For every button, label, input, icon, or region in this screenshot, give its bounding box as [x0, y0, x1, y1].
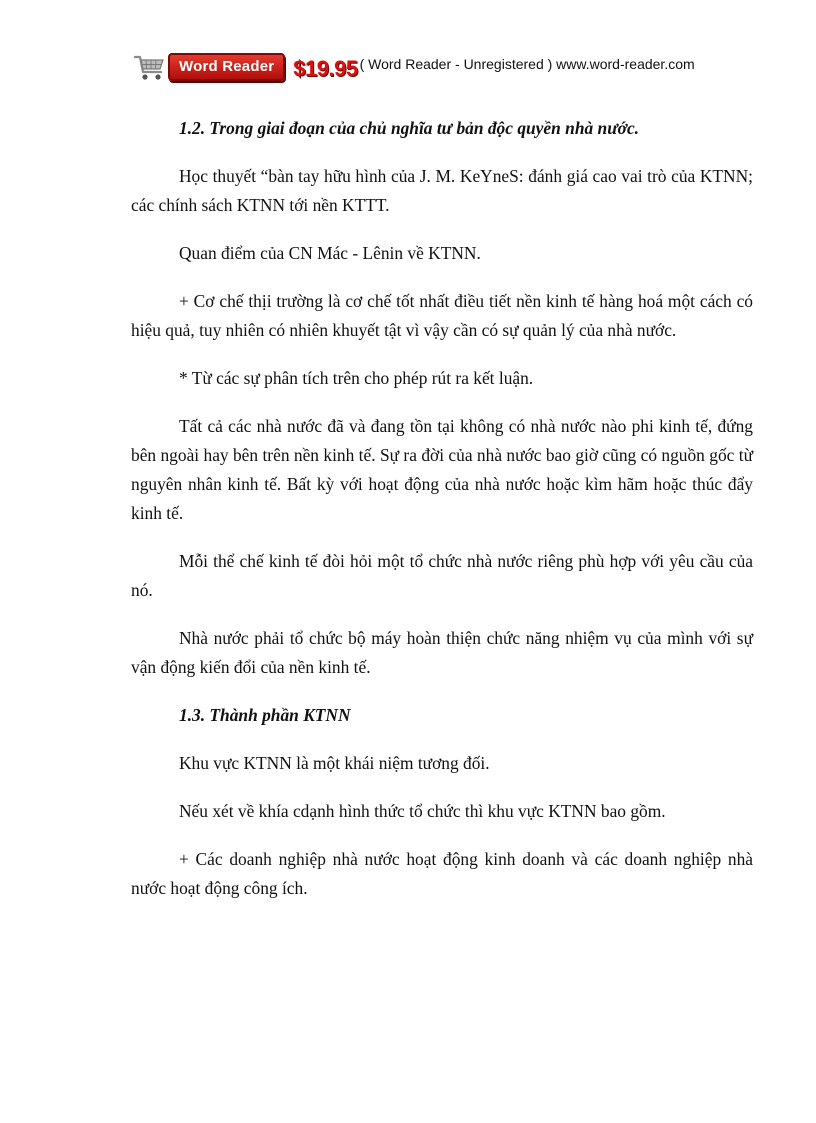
- paragraph: Nhà nước phải tổ chức bộ máy hoàn thiện chức năng nhiệm vụ của mình với sự vận động kiến đổi của nền kinh tế.: [131, 628, 753, 677]
- paragraph: Khu vực KTNN là một khái niệm tương đối.: [179, 753, 490, 773]
- paragraph: Học thuyết “bàn tay hữu hình của J. M. KeYneS: đánh giá cao vai trò của KTNN; các chính sách KTNN tới nền KTTT.: [131, 166, 753, 215]
- paragraph: + Các doanh nghiệp nhà nước hoạt động kinh doanh và các doanh nghiệp nhà nước hoạt động công ích.: [131, 849, 753, 898]
- section-heading-1-2: 1.2. Trong giai đoạn của chủ nghĩa tư bản độc quyền nhà nước.: [179, 118, 640, 138]
- paragraph: Quan điểm của CN Mác - Lênin về KTNN.: [179, 243, 481, 263]
- paragraph: Nếu xét về khía cdạnh hình thức tổ chức thì khu vực KTNN bao gồm.: [179, 801, 666, 821]
- price-label[interactable]: $19.95: [293, 56, 358, 81]
- paragraph: + Cơ chế thịi trường là cơ chế tốt nhất điều tiết nền kinh tế hàng hoá một cách có hiệu quả, tuy nhiên có nhiên khuyết tật vì vậy cần có sự quản lý của nhà nước.: [131, 291, 753, 340]
- word-reader-banner[interactable]: [134, 50, 695, 84]
- paragraph: Mỗi thể chế kinh tế đòi hỏi một tổ chức nhà nước riêng phù hợp với yêu cầu của nó.: [131, 551, 753, 600]
- paragraph: * Từ các sự phân tích trên cho phép rút ra kết luận.: [179, 368, 534, 388]
- unregistered-notice[interactable]: ( Word Reader - Unregistered ) www.word-reader.com: [359, 56, 695, 72]
- word-reader-badge[interactable]: Word Reader: [168, 53, 285, 81]
- shopping-cart-icon: [134, 52, 166, 82]
- paragraph: Tất cả các nhà nước đã và đang tồn tại không có nhà nước nào phi kinh tế, đứng bên ngoài hay bên trên nền kinh tế. Sự ra đời của nhà nước bao giờ cũng có nguồn gốc từ nguyên nhân kinh tế. Bất kỳ với hoạt động của nhà nước hoặc kìm hãm hoặc thúc đẩy kinh tế.: [131, 416, 753, 523]
- section-heading-1-3: 1.3. Thành phần KTNN: [179, 705, 351, 725]
- document-page: [131, 114, 753, 922]
